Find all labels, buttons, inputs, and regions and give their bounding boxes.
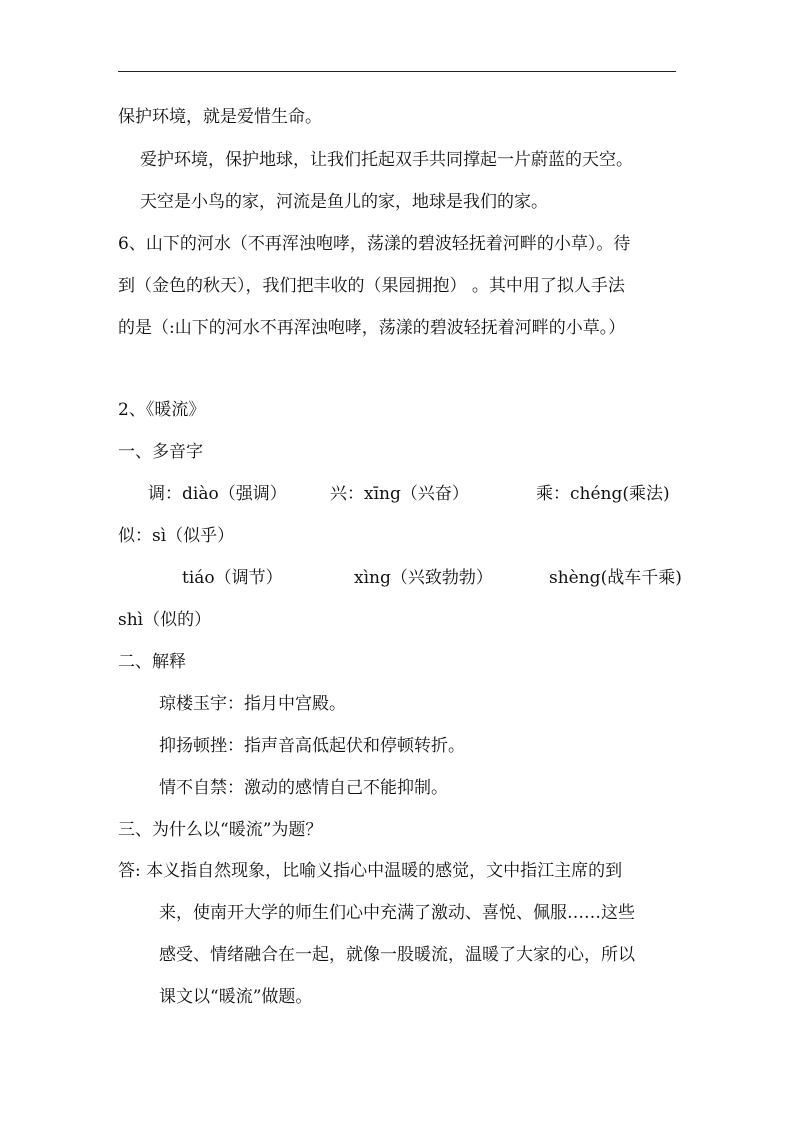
question6-line1: 6、山下的河水（不再浑浊咆哮，荡漾的碧波轻抚着河畔的小草）。待 <box>118 234 631 254</box>
polyphone-si: 似：sì（似乎） <box>118 526 235 546</box>
section-heading-explanations: 二、解释 <box>118 652 186 672</box>
explanation-item: 情不自禁：激动的感情自己不能抑制。 <box>159 778 448 798</box>
text-line-protect: 保护环境，就是爱惜生命。 <box>118 107 322 127</box>
polyphone-sheng: shèng(战车千乘) <box>549 568 682 588</box>
polyphone-shi: shì（似的） <box>118 610 212 630</box>
answer-line: 感受、情绪融合在一起，就像一股暖流，温暖了大家的心，所以 <box>159 945 635 965</box>
section-heading-polyphones: 一、多音字 <box>118 442 203 462</box>
polyphone-xing-2: xìng（兴致勃勃） <box>354 568 493 588</box>
answer-line: 答: 本义指自然现象，比喻义指心中温暖的感觉，文中指江主席的到 <box>118 861 623 881</box>
text-line-home: 天空是小鸟的家，河流是鱼儿的家，地球是我们的家。 <box>140 192 548 212</box>
explanation-item: 抑扬顿挫：指声音高低起伏和停顿转折。 <box>159 736 465 756</box>
text-line-care: 爱护环境，保护地球，让我们托起双手共同撑起一片蔚蓝的天空。 <box>140 150 633 170</box>
answer-line: 课文以“暖流”做题。 <box>159 987 313 1007</box>
explanation-item: 琼楼玉宇：指月中宫殿。 <box>159 694 346 714</box>
header-rule <box>118 71 676 72</box>
question6-line2: 到（金色的秋天），我们把丰收的（果园拥抱） 。其中用了拟人手法 <box>118 276 625 296</box>
polyphone-cheng: 乘：chéng(乘法) <box>536 484 670 504</box>
polyphone-xing-1: 兴：xīng（兴奋） <box>330 484 469 504</box>
answer-line: 来，使南开大学的师生们心中充满了激动、喜悦、佩服……这些 <box>159 903 635 923</box>
polyphone-tiao-1: 调：diào（强调） <box>148 484 287 504</box>
question6-line3: 的是（:山下的河水不再浑浊咆哮，荡漾的碧波轻抚着河畔的小草。） <box>118 318 626 338</box>
polyphone-tiao-2: tiáo（调节） <box>182 568 283 588</box>
lesson-title: 2、《暖流》 <box>118 400 206 420</box>
section-heading-question: 三、为什么以“暖流”为题？ <box>118 820 323 840</box>
